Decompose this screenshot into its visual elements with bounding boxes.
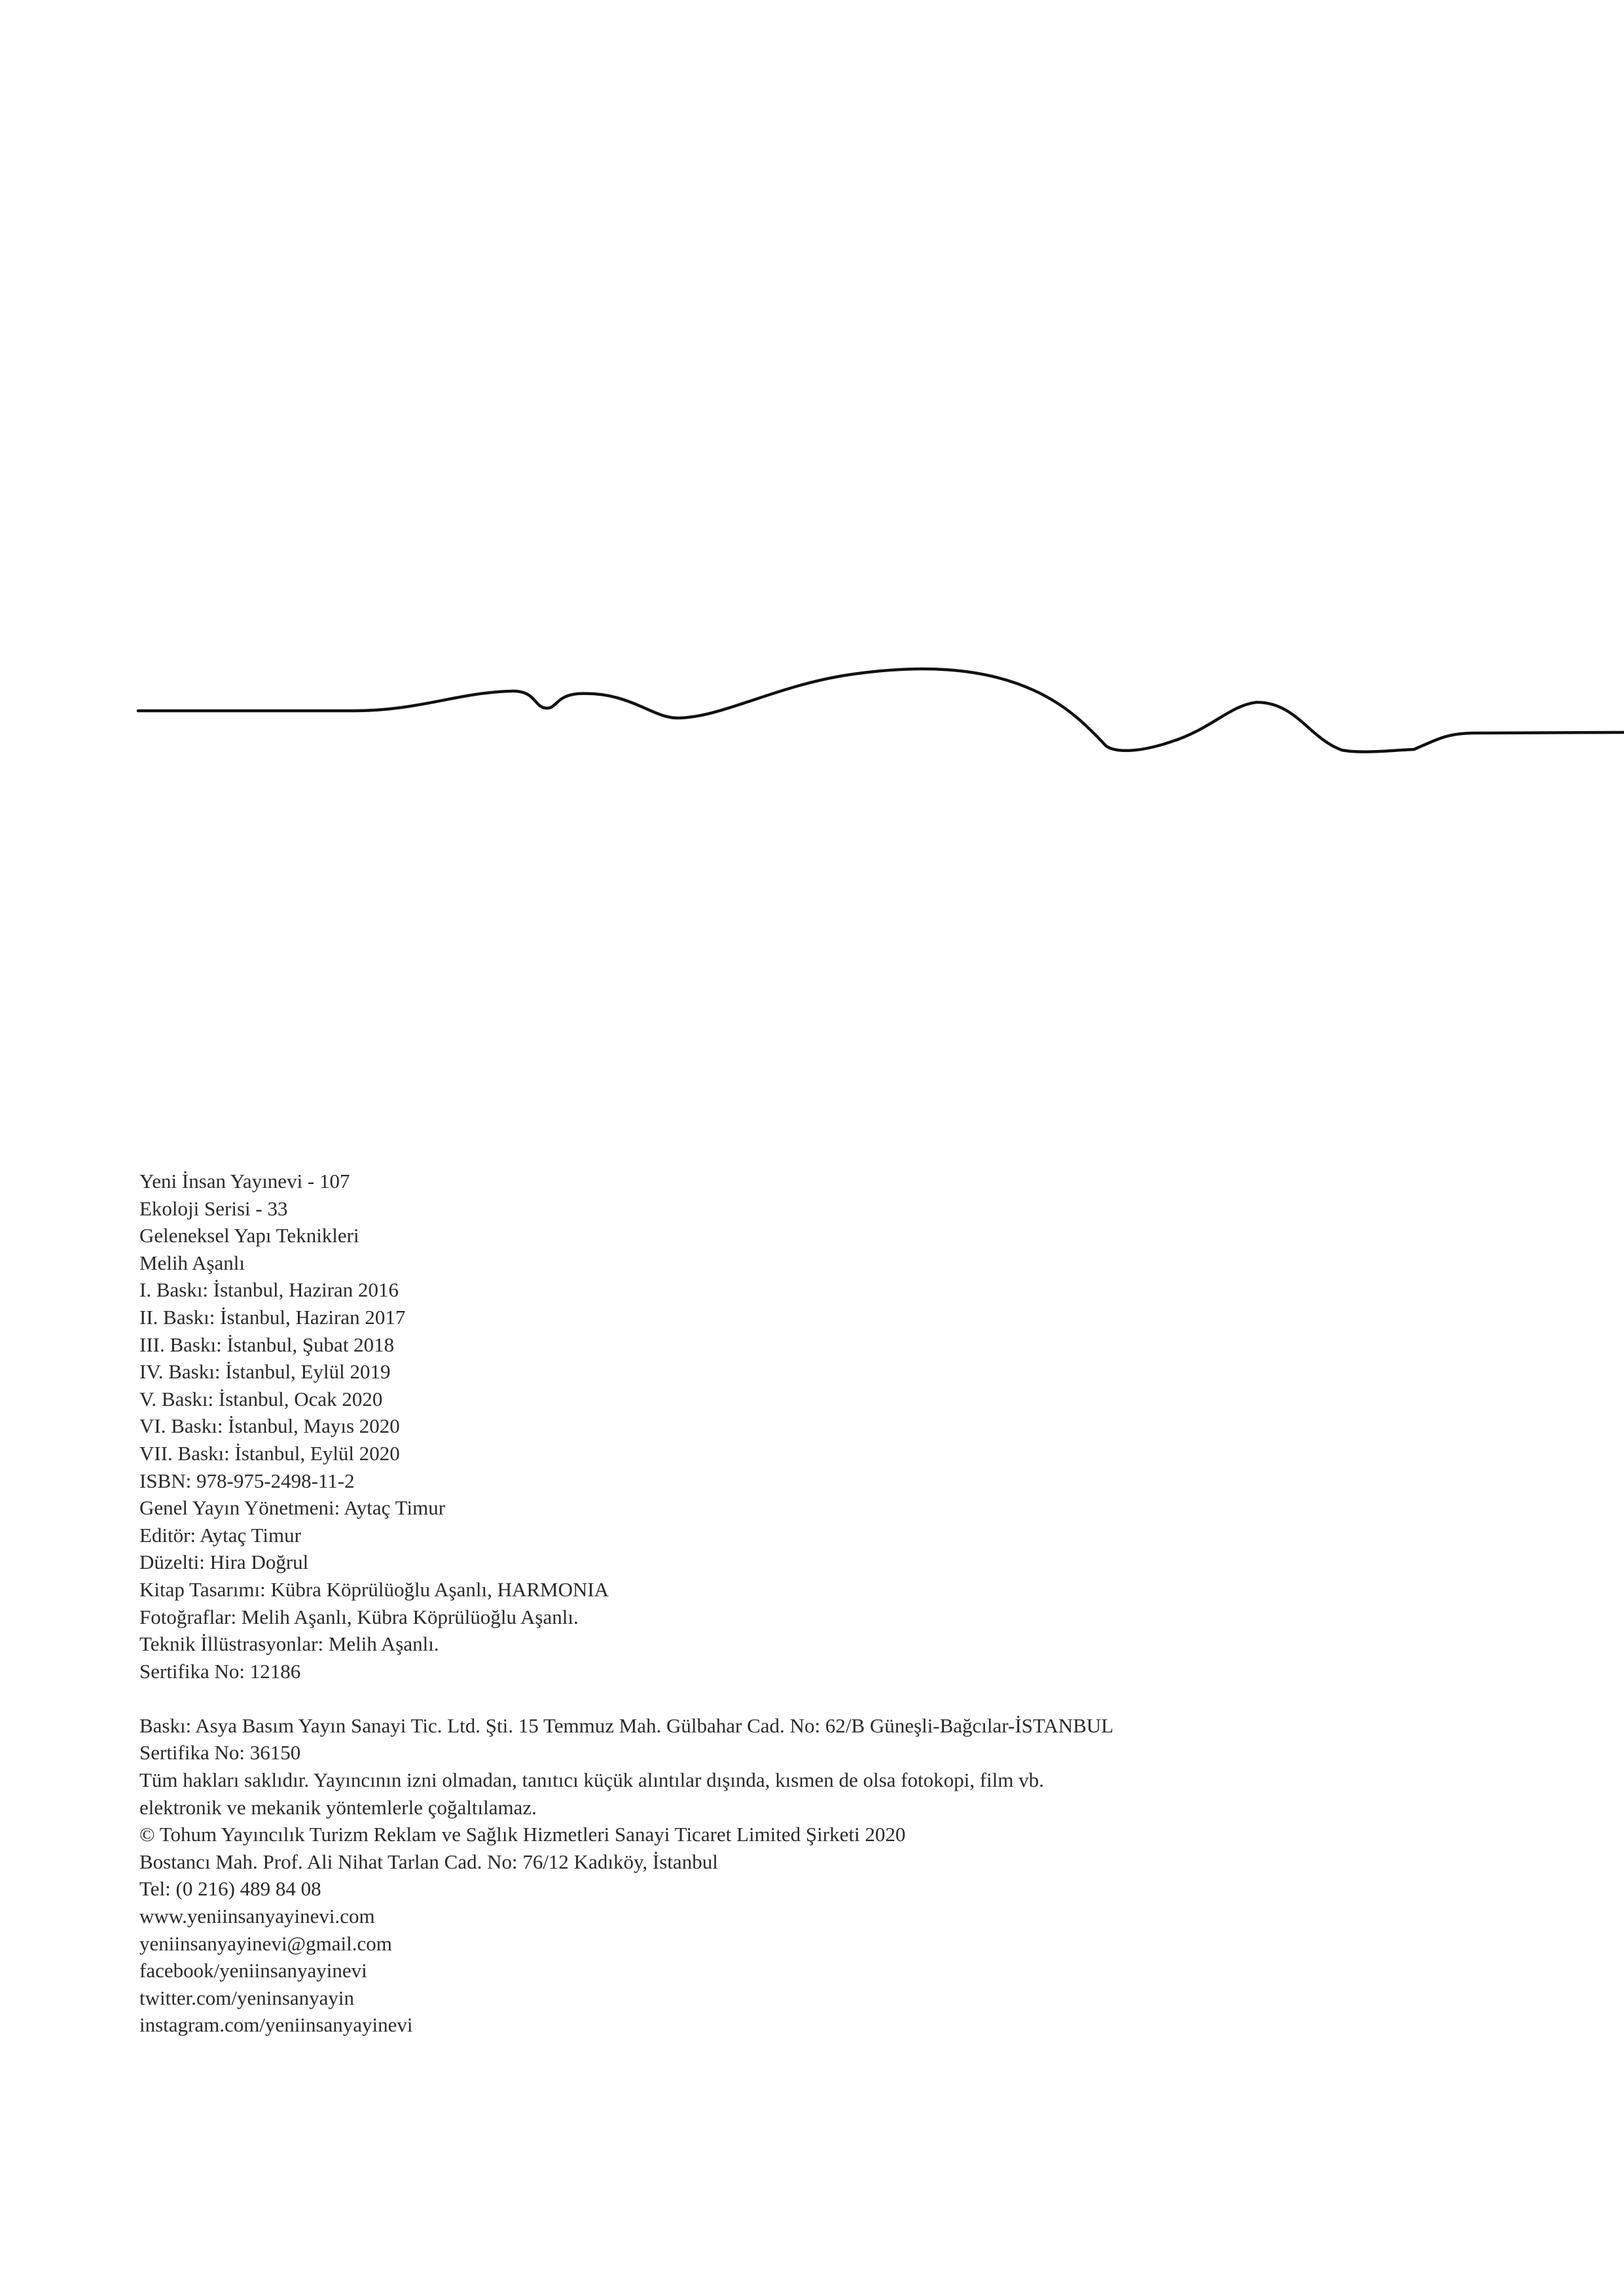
publisher-line-printer: Baskı: Asya Basım Yayın Sanayi Tic. Ltd. Şti. 15 Temmuz Mah. Gülbahar Cad. No: 62/B Güneşli-Bağcılar-İSTANBUL [139, 1713, 1114, 1737]
imprint-line-edition: II. Baskı: İstanbul, Haziran 2017 [139, 1305, 406, 1329]
imprint-line-series: Yeni İnsan Yayınevi - 107 [139, 1170, 350, 1193]
publisher-line-address: Bostancı Mah. Prof. Ali Nihat Tarlan Cad. No: 76/12 Kadıköy, İstanbul [139, 1850, 718, 1873]
imprint-line-illustrations: Teknik İllüstrasyonlar: Melih Aşanlı. [139, 1632, 439, 1656]
publisher-line-phone: Tel: (0 216) 489 84 08 [139, 1877, 321, 1901]
publisher-line-rights: Tüm hakları saklıdır. Yayıncının izni olmadan, tanıtıcı küçük alıntılar dışında, kısmen de olsa fotokopi, film vb. [139, 1768, 1044, 1792]
publisher-line-instagram: instagram.com/yeniinsanyayinevi [139, 2013, 413, 2037]
imprint-line-photos: Fotoğraflar: Melih Aşanlı, Kübra Köprülüoğlu Aşanlı. [139, 1605, 579, 1628]
imprint-line-design: Kitap Tasarımı: Kübra Köprülüoğlu Aşanlı, HARMONIA [139, 1577, 609, 1601]
imprint-line-editor: Editör: Aytaç Timur [139, 1523, 301, 1547]
colophon [139, 1168, 1514, 2039]
imprint-line-isbn: ISBN: 978-975-2498-11-2 [139, 1469, 355, 1492]
publisher-line-rights-cont: elektronik ve mekanik yöntemlerle çoğaltılamaz. [139, 1795, 537, 1819]
imprint-block [139, 1168, 1514, 1685]
publisher-line-twitter: twitter.com/yeninsanyayin [139, 1986, 355, 2009]
imprint-line-title: Geleneksel Yapı Teknikleri [139, 1224, 359, 1247]
imprint-line-edition: I. Baskı: İstanbul, Haziran 2016 [139, 1278, 399, 1302]
imprint-line-edition: V. Baskı: İstanbul, Ocak 2020 [139, 1387, 383, 1410]
publisher-line-copyright: © Tohum Yayıncılık Turizm Reklam ve Sağlık Hizmetleri Sanayi Ticaret Limited Şirketi 2020 [139, 1823, 906, 1846]
imprint-line-edition: VII. Baskı: İstanbul, Eylül 2020 [139, 1441, 400, 1465]
publisher-line-facebook: facebook/yeniinsanyayinevi [139, 1959, 367, 1982]
imprint-line-edition: III. Baskı: İstanbul, Şubat 2018 [139, 1333, 395, 1356]
imprint-line-director: Genel Yayın Yönetmeni: Aytaç Timur [139, 1496, 446, 1520]
publisher-block [139, 1712, 1514, 2039]
imprint-line-edition: IV. Baskı: İstanbul, Eylül 2019 [139, 1360, 391, 1384]
imprint-line-author: Melih Aşanlı [139, 1251, 245, 1274]
publisher-line-website: www.yeniinsanyayinevi.com [139, 1905, 375, 1928]
publisher-line-email: yeniinsanyayinevi@gmail.com [139, 1931, 392, 1955]
publisher-line-certificate: Sertifika No: 36150 [139, 1741, 301, 1765]
imprint-line-subseries: Ekoloji Serisi - 33 [139, 1196, 288, 1220]
imprint-line-certificate: Sertifika No: 12186 [139, 1659, 301, 1683]
imprint-line-proofreader: Düzelti: Hira Doğrul [139, 1551, 309, 1574]
terrain-curve [138, 669, 1624, 752]
imprint-line-edition: VI. Baskı: İstanbul, Mayıs 2020 [139, 1414, 400, 1438]
